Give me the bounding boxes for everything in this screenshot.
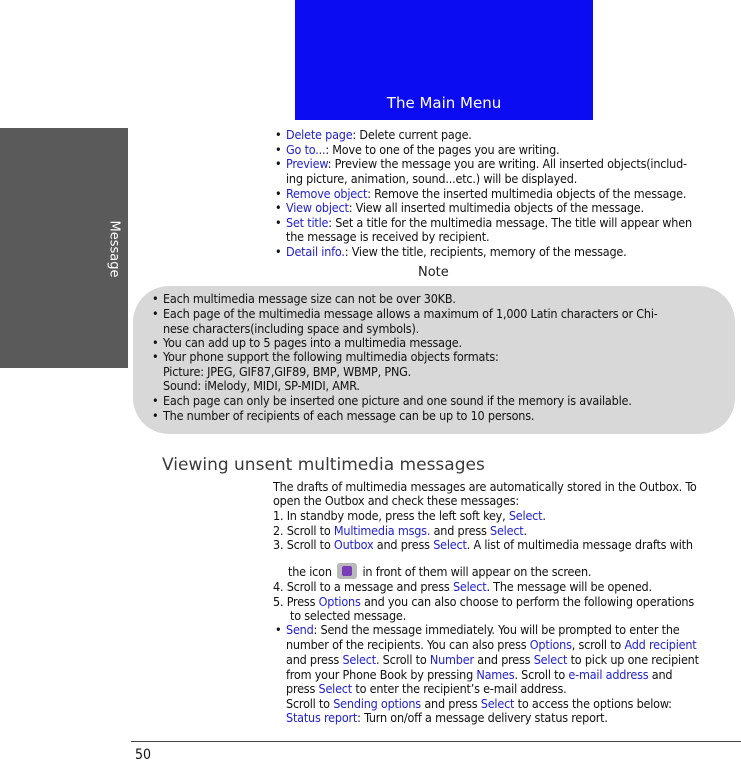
screen-title: The Main Menu xyxy=(386,94,502,112)
note-item: • Each multimedia message size can not be over 30KB. xyxy=(163,291,456,306)
note-item: • Each page can only be inserted one picture and one sound if the memory is available. xyxy=(163,393,632,408)
option-detail-info: • Detail info.: View the title, recipients, memory of the message. xyxy=(286,244,627,259)
note-item: • You can add up to 5 pages into a multimedia message. xyxy=(163,335,462,350)
section-intro: open the Outbox and check these messages: xyxy=(273,493,519,508)
note-item: • The number of recipients of each message can be up to 10 persons. xyxy=(163,408,534,423)
send-option-line: press Select to enter the recipient’s e-mail address. xyxy=(286,681,567,696)
send-option: • Send: Send the message immediately. You will be prompted to enter the xyxy=(286,622,679,637)
option-go-to: • Go to...: Move to one of the pages you are writing. xyxy=(286,142,559,157)
note-title: Note xyxy=(418,265,449,280)
step-5: 5. Press Options and you can also choose to perform the following operations xyxy=(273,594,694,609)
note-item-cont: nese characters(including space and symbols). xyxy=(163,321,420,336)
note-sound-formats: Sound: iMelody, MIDI, SP-MIDI, AMR. xyxy=(163,378,360,393)
step-2: 2. Scroll to Multimedia msgs. and press Select. xyxy=(273,523,527,538)
footer-rule xyxy=(131,741,741,742)
step-3: 3. Scroll to Outbox and press Select. A list of multimedia message drafts with xyxy=(273,537,693,552)
step-5-cont: to selected message. xyxy=(290,608,407,623)
send-option-line: from your Phone Book by pressing Names. Scroll to e-mail address and xyxy=(286,667,673,682)
option-preview: • Preview: Preview the message you are writing. All inserted objects(includ- xyxy=(286,156,687,171)
send-option-line: number of the recipients. You can also press Options, scroll to Add recipient xyxy=(286,637,697,652)
note-item: • Each page of the multimedia message allows a maximum of 1,000 Latin characters or Chi- xyxy=(163,306,658,321)
option-set-title-cont: the message is received by recipient. xyxy=(286,229,490,244)
note-item: • Your phone support the following multimedia objects formats: xyxy=(163,349,499,364)
step-1: 1. In standby mode, press the left soft key, Select. xyxy=(273,508,546,523)
outbox-draft-icon xyxy=(337,563,357,579)
step-3-cont: the icon in front of them will appear on the screen. xyxy=(288,564,592,579)
note-picture-formats: Picture: JPEG, GIF87,GIF89, BMP, WBMP, PNG. xyxy=(163,364,412,379)
option-preview-cont: ing picture, animation, sound...etc.) will be displayed. xyxy=(286,171,578,186)
phone-screen-image xyxy=(295,0,593,120)
option-set-title: • Set title: Set a title for the multimedia message. The title will appear when xyxy=(286,215,692,230)
page-number: 50 xyxy=(135,747,152,763)
section-intro: The drafts of multimedia messages are automatically stored in the Outbox. To xyxy=(273,479,697,494)
send-option-line: and press Select. Scroll to Number and press Select to pick up one recipient xyxy=(286,652,699,667)
section-title: Viewing unsent multimedia messages xyxy=(162,455,485,475)
step-4: 4. Scroll to a message and press Select. The message will be opened. xyxy=(273,579,652,594)
option-delete-page: • Delete page: Delete current page. xyxy=(286,127,472,142)
option-remove-object: • Remove object: Remove the inserted multimedia objects of the message. xyxy=(286,186,686,201)
side-tab-label: Message xyxy=(106,220,122,278)
option-view-object: • View object: View all inserted multimedia objects of the message. xyxy=(286,200,644,215)
send-option-line: Scroll to Sending options and press Select to access the options below: xyxy=(286,696,672,711)
status-report-option: Status report: Turn on/off a message delivery status report. xyxy=(286,710,608,725)
